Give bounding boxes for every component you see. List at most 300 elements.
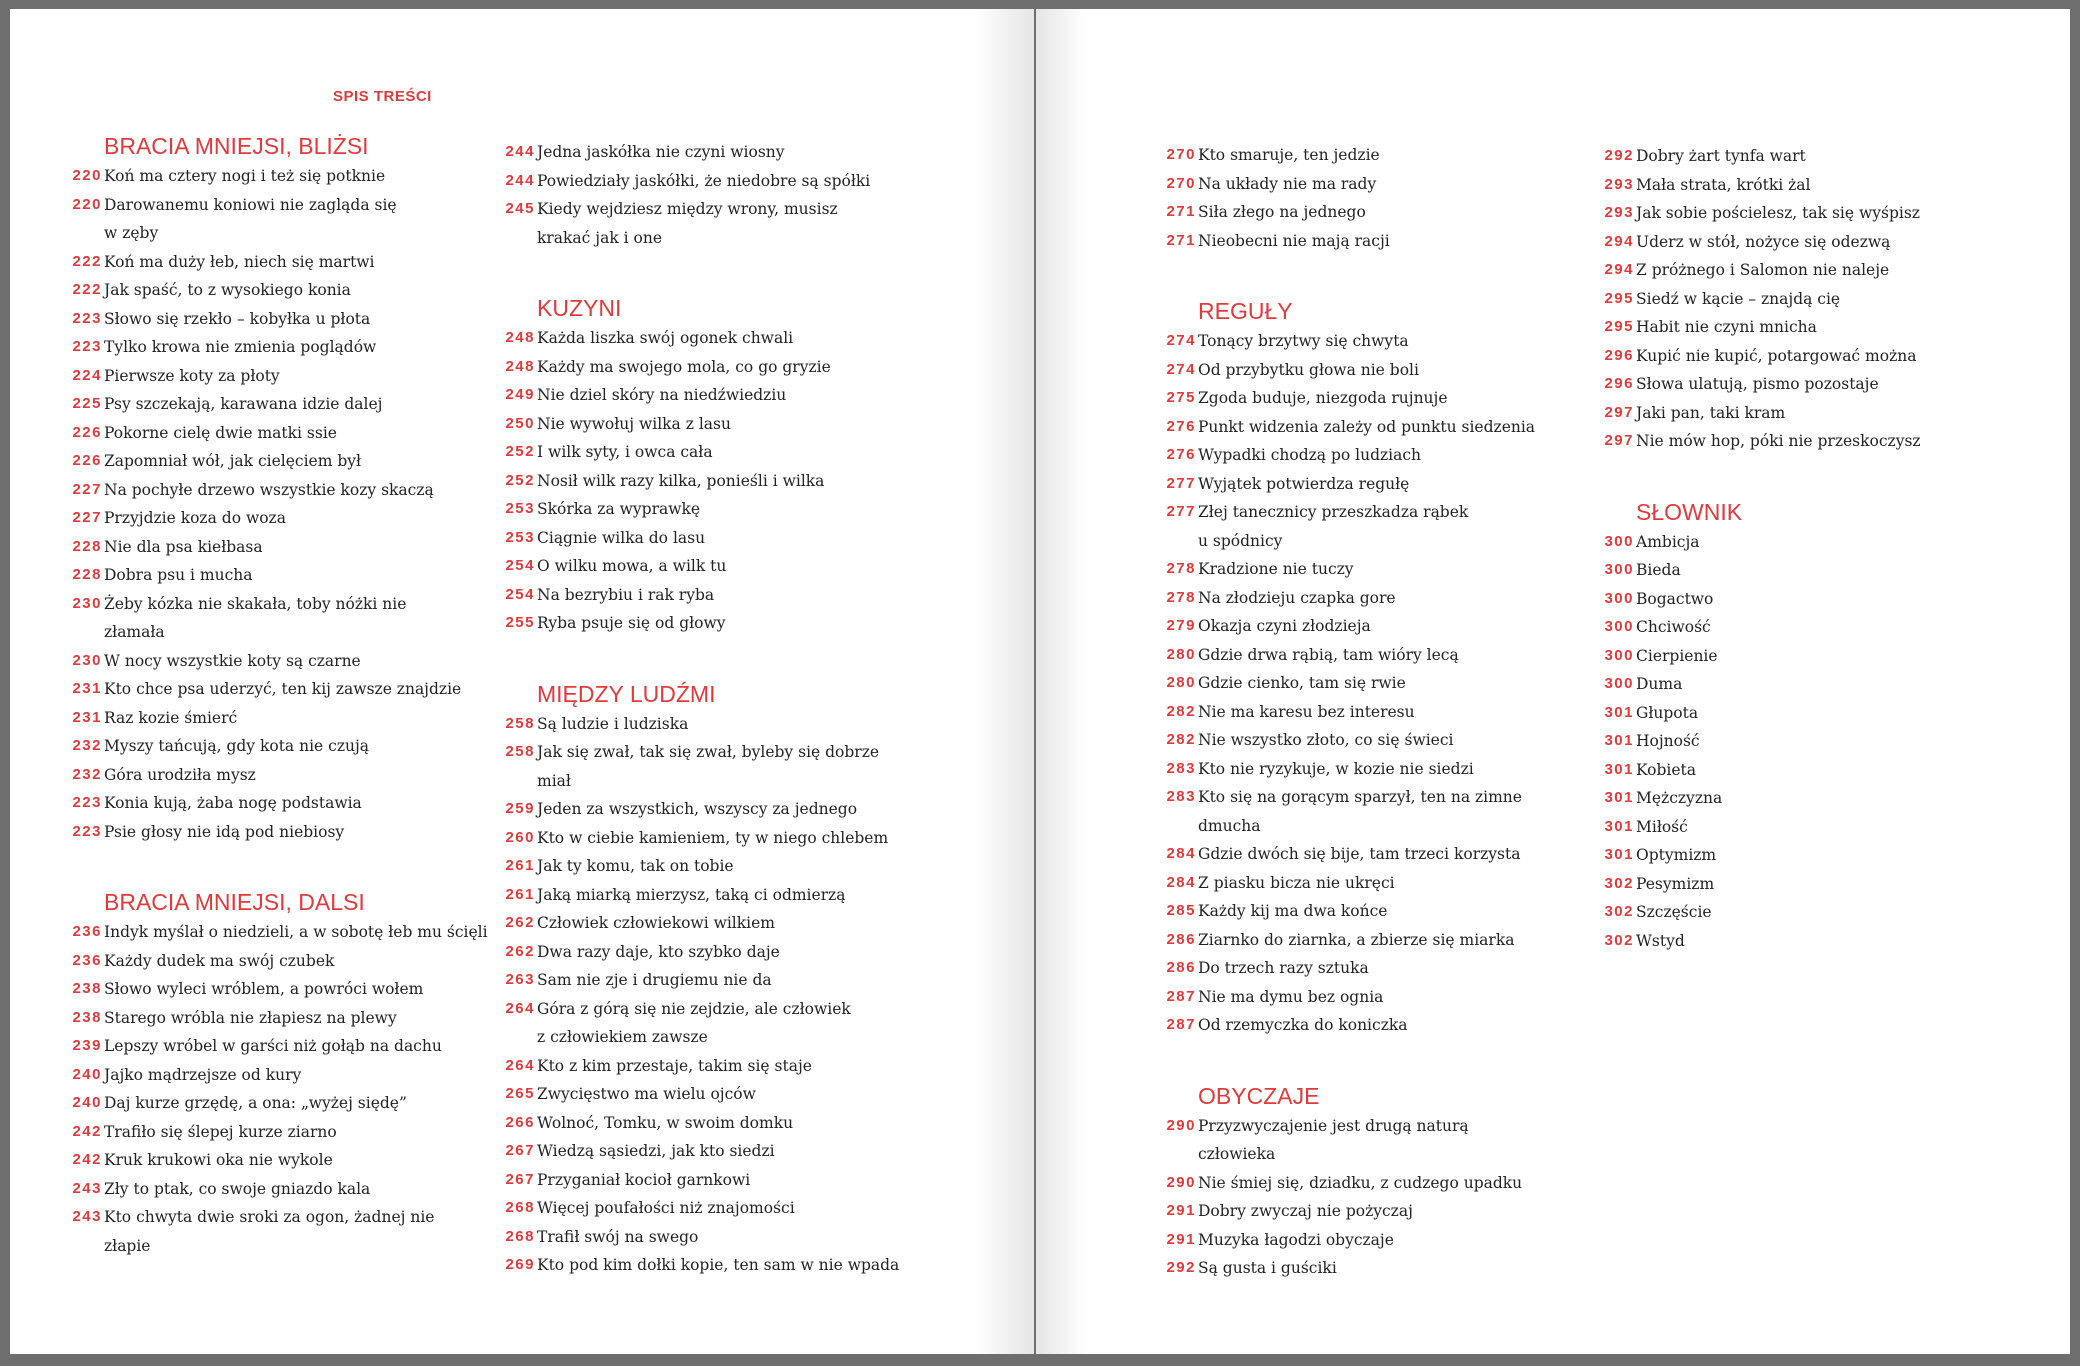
- entry-title: Psie głosy nie idą pod niebiosy: [104, 822, 345, 841]
- page-number: 254: [505, 585, 535, 603]
- toc-column-3: [1158, 141, 1578, 1283]
- page-number: 285: [1166, 902, 1196, 919]
- section-title: OBYCZAJE: [1198, 1082, 1320, 1109]
- page-number: 282: [1166, 702, 1196, 720]
- toc-entry: [64, 675, 504, 704]
- toc-entry: [64, 732, 504, 761]
- page-number: 223: [72, 338, 102, 355]
- page-number: 236: [72, 923, 102, 940]
- page-number: 296: [1604, 375, 1634, 392]
- entry-title: Daj kurze grzędę, a ona: „wyżej siędę”: [104, 1094, 407, 1112]
- page-number: 270: [1166, 146, 1196, 163]
- page-number: 261: [505, 885, 535, 903]
- toc-entry: [1158, 356, 1578, 385]
- entry-title: Chciwość: [1636, 618, 1711, 636]
- page-number: 244: [505, 143, 535, 160]
- page-number: 286: [1166, 930, 1196, 948]
- page-number: 267: [505, 1170, 535, 1188]
- page-number: 227: [72, 480, 102, 498]
- page-number: 280: [1166, 645, 1196, 663]
- entry-title: Na bezrybiu i rak ryba: [537, 585, 715, 604]
- page-number: 254: [505, 557, 535, 574]
- page-number: 290: [1166, 1173, 1196, 1191]
- page-number: 250: [505, 414, 535, 432]
- entry-title: Mężczyzna: [1636, 789, 1723, 807]
- toc-entry: [1596, 142, 2036, 171]
- toc-title: SPIS TREŚCI: [333, 88, 432, 105]
- page-number: 228: [72, 566, 102, 583]
- page-number: 302: [1604, 931, 1634, 949]
- section-spacer: [64, 846, 504, 886]
- toc-entry: [497, 524, 927, 553]
- page-number: 291: [1166, 1230, 1196, 1248]
- toc-entry: [1596, 898, 2036, 927]
- page-number: 231: [72, 680, 102, 697]
- entry-title: Jajko mądrzejsze od kury: [104, 1065, 302, 1084]
- entry-title: Kto pod kim dołki kopie, ten sam w nie wpada: [537, 1256, 900, 1274]
- page-number: 280: [1166, 674, 1196, 691]
- page-number: 283: [1166, 788, 1196, 805]
- toc-entry: [1158, 441, 1578, 470]
- entry-title: Kruk krukowi oka nie wykole: [104, 1151, 333, 1169]
- page-number: 232: [72, 765, 102, 783]
- entry-title: Uderz w stół, nożyce się odezwą: [1636, 232, 1891, 251]
- section-title: BRACIA MNIEJSI, BLIŻSI: [104, 133, 369, 159]
- page-number: 263: [505, 971, 535, 988]
- entry-title: Kto z kim przestaje, takim się staje: [537, 1056, 812, 1075]
- entry-title: Jak się zwał, tak się zwał, byleby się dobrze miał: [537, 743, 880, 790]
- page-number: 297: [1604, 432, 1634, 449]
- page-number: 266: [505, 1113, 535, 1131]
- entry-title: Jedna jaskółka nie czyni wiosny: [537, 143, 785, 161]
- page-number: 238: [72, 980, 102, 997]
- toc-entry: [1158, 384, 1578, 413]
- page-number: 259: [505, 800, 535, 817]
- toc-entry: [64, 1032, 504, 1061]
- page-number: 253: [505, 500, 535, 517]
- page-number: 220: [72, 167, 102, 184]
- page-number: 242: [72, 1122, 102, 1140]
- toc-entry: [1158, 869, 1578, 898]
- toc-entry: [1596, 556, 2036, 585]
- entry-title: Dobry żart tynfa wart: [1636, 147, 1806, 165]
- entry-title: Nie śmiej się, dziadku, z cudzego upadku: [1198, 1173, 1523, 1192]
- page-number: 277: [1166, 474, 1196, 492]
- page-number: 223: [72, 309, 102, 327]
- entry-title: Hojność: [1636, 732, 1700, 750]
- page-number: 297: [1604, 403, 1634, 421]
- toc-entry: [64, 647, 504, 676]
- toc-entry: [497, 581, 927, 610]
- entry-title: Pierwsze koty za płoty: [104, 366, 280, 385]
- toc-entry: [64, 248, 504, 277]
- toc-entry: [64, 761, 504, 790]
- page-number: 301: [1604, 789, 1634, 806]
- toc-entry: [64, 333, 504, 362]
- toc-entry: [497, 1080, 927, 1109]
- toc-entry: [1158, 1112, 1578, 1169]
- toc-entry: [64, 419, 504, 448]
- toc-entry: [497, 1223, 927, 1252]
- entry-title: Skórka za wyprawkę: [537, 500, 701, 518]
- toc-section: [497, 638, 927, 1280]
- page-number: 275: [1166, 389, 1196, 406]
- page-number: 278: [1166, 560, 1196, 577]
- toc-column-2: [497, 138, 927, 1280]
- page-number: 301: [1604, 846, 1634, 863]
- page-number: 301: [1604, 817, 1634, 835]
- toc-entry: [1158, 698, 1578, 727]
- entry-title: Myszy tańcują, gdy kota nie czują: [104, 737, 370, 755]
- entry-title: Każdy dudek ma swój czubek: [104, 951, 335, 970]
- page-number: 240: [72, 1094, 102, 1111]
- page-number: 293: [1604, 175, 1634, 193]
- toc-entry: [1158, 470, 1578, 499]
- page-number: 277: [1166, 503, 1196, 520]
- page-number: 226: [72, 452, 102, 469]
- page-number: 242: [72, 1151, 102, 1168]
- toc-entry: [1158, 1254, 1578, 1283]
- toc-entry: [1596, 613, 2036, 642]
- toc-section: [1596, 142, 2036, 456]
- page-number: 278: [1166, 588, 1196, 606]
- toc-entry: [1596, 199, 2036, 228]
- page-number: 276: [1166, 417, 1196, 435]
- page-number: 301: [1604, 703, 1634, 721]
- entry-title: Lepszy wróbel w garści niż gołąb na dachu: [104, 1037, 442, 1055]
- entry-title: Muzyka łagodzi obyczaje: [1198, 1230, 1394, 1249]
- toc-entry: [497, 381, 927, 410]
- toc-entry: [64, 162, 504, 191]
- entry-title: Zapomniał wół, jak cielęciem był: [104, 452, 362, 470]
- page-number: 301: [1604, 760, 1634, 778]
- page-number: 262: [505, 914, 535, 931]
- entry-title: Ciągnie wilka do lasu: [537, 528, 706, 547]
- toc-entry: [497, 738, 927, 795]
- entry-title: Psy szczekają, karawana idzie dalej: [104, 395, 383, 413]
- toc-entry: [1158, 1197, 1578, 1226]
- entry-title: Góra z górą się nie zejdzie, ale człowiek z człowiekiem zawsze: [537, 999, 851, 1046]
- entry-title: Człowiek człowiekowi wilkiem: [537, 914, 775, 932]
- entry-title: Każdy kij ma dwa końce: [1198, 902, 1388, 920]
- page-number: 232: [72, 737, 102, 754]
- toc-entry: [1596, 399, 2036, 428]
- page-number: 230: [72, 651, 102, 669]
- toc-entry: [64, 1146, 504, 1175]
- toc-section: [497, 138, 927, 252]
- entry-title: Ziarnko do ziarnka, a zbierze się miarka: [1198, 930, 1515, 949]
- page-number: 300: [1604, 646, 1634, 664]
- toc-entry: [1596, 585, 2036, 614]
- page-number: 287: [1166, 1016, 1196, 1033]
- entry-title: Nie dla psa kiełbasa: [104, 537, 263, 556]
- toc-entry: [497, 852, 927, 881]
- entry-title: Szczęście: [1636, 903, 1712, 921]
- entry-title: Od rzemyczka do koniczka: [1198, 1016, 1408, 1034]
- entry-title: Mała strata, krótki żal: [1636, 175, 1811, 194]
- toc-entry: [497, 410, 927, 439]
- page-number: 228: [72, 537, 102, 555]
- entry-title: Wiedzą sąsiedzi, jak kto siedzi: [537, 1142, 775, 1160]
- toc-entry: [1596, 370, 2036, 399]
- page-number: 239: [72, 1037, 102, 1054]
- entry-title: Darowanemu koniowi nie zagląda się w zęby: [104, 195, 397, 242]
- entry-title: Bieda: [1636, 561, 1681, 579]
- toc-entry: [64, 704, 504, 733]
- entry-title: Koń ma cztery nogi i też się potknie: [104, 167, 386, 185]
- section-title: MIĘDZY LUDŹMI: [537, 680, 716, 707]
- toc-entry: [64, 975, 504, 1004]
- page-number: 265: [505, 1085, 535, 1102]
- page-number: 244: [505, 171, 535, 189]
- toc-entry: [497, 438, 927, 467]
- toc-entry: [497, 881, 927, 910]
- entry-title: Słowo wyleci wróblem, a powróci wołem: [104, 980, 424, 998]
- entry-title: Na złodzieju czapka gore: [1198, 588, 1396, 607]
- page-number: 293: [1604, 204, 1634, 221]
- entry-title: Zgoda buduje, niezgoda rujnuje: [1198, 389, 1448, 407]
- toc-entry: [64, 818, 504, 847]
- entry-title: Wypadki chodzą po ludziach: [1198, 446, 1422, 464]
- entry-title: Raz kozie śmierć: [104, 708, 238, 727]
- entry-title: Pesymizm: [1636, 874, 1715, 893]
- toc-entry: [1596, 699, 2036, 728]
- entry-title: Zwycięstwo ma wielu ojców: [537, 1085, 756, 1103]
- page-number: 262: [505, 942, 535, 960]
- toc-section: [1158, 141, 1578, 255]
- section-title: KUZYNI: [537, 295, 622, 321]
- entry-title: Jak spaść, to z wysokiego konia: [104, 281, 351, 299]
- entry-title: Nie wywołuj wilka z lasu: [537, 414, 731, 433]
- page-number: 290: [1166, 1116, 1196, 1134]
- toc-entry: [1596, 171, 2036, 200]
- toc-entry: [497, 138, 927, 167]
- entry-title: Kto się na gorącym sparzył, ten na zimne dmucha: [1198, 788, 1522, 835]
- entry-title: Jak sobie pościelesz, tak się wyśpisz: [1636, 204, 1920, 222]
- page-number: 258: [505, 743, 535, 760]
- page-number: 300: [1604, 589, 1634, 607]
- entry-title: Słowa ulatują, pismo pozostaje: [1636, 375, 1879, 393]
- page-number: 274: [1166, 332, 1196, 349]
- toc-entry: [497, 795, 927, 824]
- page-number: 279: [1166, 617, 1196, 634]
- left-page: [10, 9, 1034, 1354]
- toc-entry: [1596, 427, 2036, 456]
- entry-title: Nie dziel skóry na niedźwiedziu: [537, 386, 787, 404]
- toc-entry: [1158, 498, 1578, 555]
- page-number: 243: [72, 1179, 102, 1197]
- toc-entry: [1158, 1226, 1578, 1255]
- entry-title: Z piasku bicza nie ukręci: [1198, 873, 1395, 892]
- entry-title: Przyganiał kocioł garnkowi: [537, 1170, 751, 1189]
- page-number: 268: [505, 1227, 535, 1245]
- toc-entry: [1158, 954, 1578, 983]
- entry-title: Więcej poufałości niż znajomości: [537, 1199, 795, 1217]
- toc-entry: [497, 1166, 927, 1195]
- page-number: 236: [72, 951, 102, 969]
- entry-title: Pokorne cielę dwie matki ssie: [104, 423, 337, 442]
- entry-title: W nocy wszystkie koty są czarne: [104, 651, 361, 670]
- toc-entry: [64, 476, 504, 505]
- toc-entry: [64, 276, 504, 305]
- entry-title: Są ludzie i ludziska: [537, 714, 689, 733]
- entry-title: Każdy ma swojego mola, co go gryzie: [537, 357, 831, 376]
- entry-title: Od przybytku głowa nie boli: [1198, 360, 1419, 379]
- page-number: 295: [1604, 289, 1634, 307]
- toc-entry: [1596, 228, 2036, 257]
- page-number: 274: [1166, 360, 1196, 378]
- toc-entry: [497, 1194, 927, 1223]
- page-number: 284: [1166, 845, 1196, 862]
- entry-title: Na układy nie ma rady: [1198, 174, 1377, 193]
- page-number: 291: [1166, 1202, 1196, 1219]
- toc-entry: [1596, 256, 2036, 285]
- page-number: 224: [72, 366, 102, 384]
- toc-entry: [1158, 227, 1578, 256]
- page-number: 258: [505, 714, 535, 732]
- entry-title: Głupota: [1636, 703, 1699, 722]
- entry-title: Dobra psu i mucha: [104, 566, 253, 584]
- toc-entry: [497, 353, 927, 382]
- page-number: 301: [1604, 732, 1634, 749]
- toc-entry: [1596, 841, 2036, 870]
- entry-title: Ambicja: [1636, 532, 1700, 551]
- page-number: 238: [72, 1008, 102, 1026]
- toc-entry: [497, 1052, 927, 1081]
- entry-title: Gdzie drwa rąbią, tam wióry lecą: [1198, 645, 1459, 664]
- entry-title: Punkt widzenia zależy od punktu siedzenia: [1198, 417, 1536, 436]
- toc-entry: [64, 947, 504, 976]
- toc-section: [64, 130, 504, 846]
- right-page: [1036, 9, 2070, 1354]
- toc-entry: [64, 362, 504, 391]
- entry-title: Gdzie dwóch się bije, tam trzeci korzysta: [1198, 845, 1521, 863]
- toc-entry: [1596, 870, 2036, 899]
- toc-entry: [64, 504, 504, 533]
- toc-entry: [1158, 840, 1578, 869]
- page-number: 248: [505, 357, 535, 375]
- entry-title: Tylko krowa nie zmienia poglądów: [104, 338, 377, 356]
- entry-title: Okazja czyni złodzieja: [1198, 617, 1371, 635]
- toc-entry: [1596, 670, 2036, 699]
- toc-entry: [1158, 1169, 1578, 1198]
- toc-entry: [497, 966, 927, 995]
- toc-entry: [64, 305, 504, 334]
- entry-title: Przyjdzie koza do woza: [104, 509, 286, 527]
- section-title: BRACIA MNIEJSI, DALSI: [104, 889, 365, 915]
- toc-section: [1596, 456, 2036, 956]
- toc-entry: [1158, 141, 1578, 170]
- page-number: 296: [1604, 346, 1634, 364]
- toc-entry: [1596, 528, 2036, 557]
- page-number: 294: [1604, 261, 1634, 278]
- entry-title: Z próżnego i Salomon nie naleje: [1636, 261, 1890, 279]
- page-number: 271: [1166, 231, 1196, 249]
- toc-entry: [497, 1137, 927, 1166]
- entry-title: Dobry zwyczaj nie pożyczaj: [1198, 1202, 1413, 1220]
- entry-title: Każda liszka swój ogonek chwali: [537, 329, 794, 347]
- toc-entry: [1158, 170, 1578, 199]
- toc-entry: [497, 195, 927, 252]
- toc-entry: [1596, 642, 2036, 671]
- page-number: 225: [72, 395, 102, 412]
- entry-title: Miłość: [1636, 817, 1688, 836]
- page-number: 294: [1604, 232, 1634, 250]
- page-number: 276: [1166, 446, 1196, 463]
- toc-entry: [1158, 327, 1578, 356]
- section-spacer: [1158, 255, 1578, 295]
- entry-title: Kupić nie kupić, potargować można: [1636, 346, 1917, 365]
- page-number: 260: [505, 828, 535, 846]
- toc-entry: [64, 561, 504, 590]
- entry-title: Cierpienie: [1636, 646, 1718, 665]
- entry-title: Kiedy wejdziesz między wrony, musisz krakać jak i one: [537, 200, 838, 247]
- page-number: 231: [72, 708, 102, 726]
- entry-title: Kto nie ryzykuje, w kozie nie siedzi: [1198, 759, 1474, 778]
- entry-title: Nie mów hop, póki nie przeskoczysz: [1636, 432, 1921, 450]
- entry-title: O wilku mowa, a wilk tu: [537, 557, 727, 575]
- toc-entry: [1158, 926, 1578, 955]
- toc-entry: [1158, 1011, 1578, 1040]
- entry-title: Duma: [1636, 675, 1683, 693]
- section-spacer: [1158, 1040, 1578, 1080]
- toc-entry: [1158, 584, 1578, 613]
- entry-title: Trafił swój na swego: [537, 1227, 699, 1246]
- toc-entry: [1158, 198, 1578, 227]
- toc-entry: [1158, 755, 1578, 784]
- section-title: REGUŁY: [1198, 298, 1293, 324]
- page-number: 300: [1604, 618, 1634, 635]
- entry-title: Zły to ptak, co swoje gniazdo kala: [104, 1179, 371, 1198]
- toc-entry: [64, 191, 504, 248]
- entry-title: Sam nie zje i drugiemu nie da: [537, 971, 772, 989]
- section-spacer: [497, 638, 927, 678]
- toc-entry: [64, 1118, 504, 1147]
- toc-entry: [497, 467, 927, 496]
- entry-title: Bogactwo: [1636, 589, 1714, 608]
- page-number: 223: [72, 822, 102, 840]
- page-number: 249: [505, 386, 535, 403]
- toc-section: [1158, 255, 1578, 1040]
- toc-entry: [497, 710, 927, 739]
- gutter-shadow: [1036, 9, 1086, 1354]
- toc-entry: [64, 789, 504, 818]
- entry-title: Nosił wilk razy kilka, ponieśli i wilka: [537, 471, 825, 490]
- entry-title: Na pochyłe drzewo wszystkie kozy skaczą: [104, 480, 434, 499]
- toc-entry: [64, 1004, 504, 1033]
- entry-title: Kradzione nie tuczy: [1198, 560, 1354, 578]
- entry-title: Siła złego na jednego: [1198, 203, 1366, 221]
- page-number: 267: [505, 1142, 535, 1159]
- entry-title: Słowo się rzekło – kobyłka u płota: [104, 309, 371, 328]
- toc-column-4: [1596, 142, 2036, 955]
- toc-section: [497, 252, 927, 638]
- entry-title: I wilk syty, i owca cała: [537, 443, 713, 461]
- entry-title: Habit nie czyni mnicha: [1636, 318, 1817, 336]
- entry-title: Kobieta: [1636, 760, 1697, 779]
- page-number: 220: [72, 195, 102, 213]
- page-number: 300: [1604, 532, 1634, 550]
- entry-title: Góra urodziła mysz: [104, 765, 256, 784]
- page-number: 300: [1604, 675, 1634, 692]
- toc-entry: [1158, 783, 1578, 840]
- toc-entry: [1158, 413, 1578, 442]
- page-number: 270: [1166, 174, 1196, 192]
- page-number: 284: [1166, 873, 1196, 891]
- entry-title: Koń ma duży łeb, niech się martwi: [104, 252, 375, 271]
- page-number: 227: [72, 509, 102, 526]
- entry-title: Nie wszystko złoto, co się świeci: [1198, 731, 1454, 749]
